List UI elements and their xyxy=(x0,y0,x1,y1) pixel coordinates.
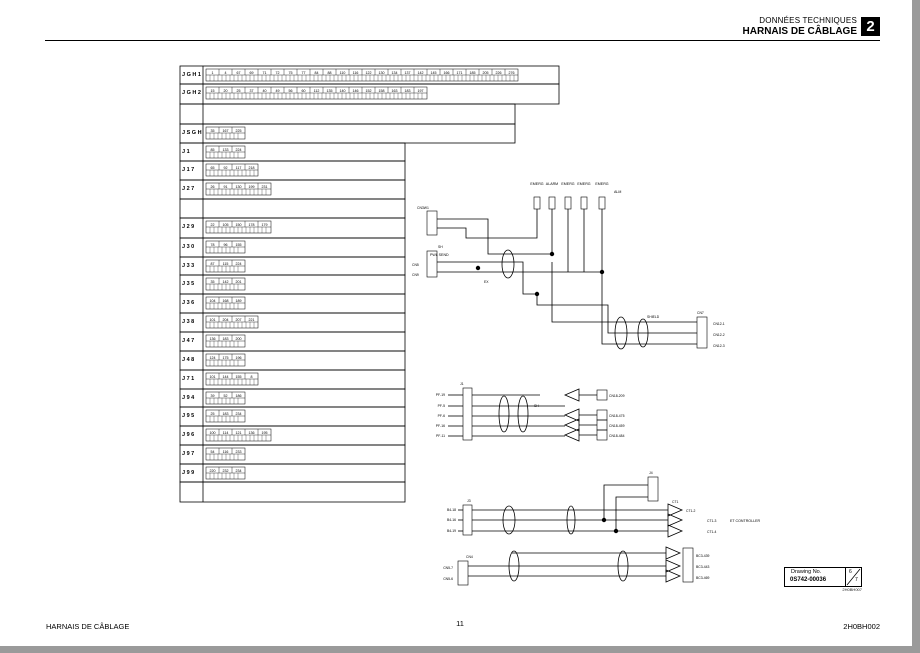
buffer-amplifier xyxy=(666,570,680,582)
pin-number: 167 xyxy=(222,129,229,133)
pin-number: 234 xyxy=(235,469,242,473)
table-row xyxy=(180,482,405,502)
wire xyxy=(552,262,697,322)
drawing-date: 2H0BH007 xyxy=(842,587,862,592)
pin-number: 101 xyxy=(209,375,216,379)
buffer-amplifier xyxy=(565,429,579,441)
connector-label: J 4 7 xyxy=(182,338,195,344)
pin-number: 100 xyxy=(209,431,216,435)
connector-label: CN3W1 xyxy=(417,206,429,210)
buffer-amplifier xyxy=(565,419,579,431)
drawing-number-block xyxy=(784,567,862,587)
pin-number: 122 xyxy=(365,71,372,75)
junction-dot xyxy=(550,252,554,256)
connector-label: J4 xyxy=(649,471,653,475)
pin-number: 22 xyxy=(210,223,215,227)
pin-number: 200 xyxy=(235,337,242,341)
input-signal-label: PF-5 xyxy=(437,404,445,408)
pin-number: 224 xyxy=(235,148,242,152)
signal-name: EMERG xyxy=(595,182,609,186)
pin-number: 178 xyxy=(248,223,255,227)
connector-label: J S G H xyxy=(182,130,202,136)
output-signal-label: BC3-443 xyxy=(696,565,710,569)
page-number: 11 xyxy=(456,619,464,628)
note: PWL SEND xyxy=(430,253,449,257)
output-signal-label: BC3-469 xyxy=(696,576,710,580)
note: SHIELD xyxy=(647,315,660,319)
connector-label: J G H 1 xyxy=(182,72,201,78)
signal-name: ALM xyxy=(614,190,622,194)
output-signal-label: CT1-2 xyxy=(686,509,696,513)
signal-name: EMERG xyxy=(561,182,575,186)
note: SH xyxy=(534,404,539,408)
pin-number: 276 xyxy=(508,71,515,75)
pin-number: 84 xyxy=(314,71,319,75)
pin-number: 67 xyxy=(236,71,241,75)
chapter-number-badge: 2 xyxy=(861,17,880,36)
pin-number: 8 xyxy=(250,375,253,379)
pin-number: 91 xyxy=(223,185,228,189)
pin-number: 52 xyxy=(223,394,228,398)
output-signal-label: CN18-209 xyxy=(609,394,625,398)
connector-label: CN12-3 xyxy=(713,344,725,348)
junction-dot xyxy=(600,270,604,274)
output-signal-label: CT1-3 xyxy=(707,519,717,523)
pin-number: 25 xyxy=(236,89,241,93)
connector-label: J 3 6 xyxy=(182,300,195,306)
buffer-amplifier xyxy=(666,547,680,559)
pin-number: 96 xyxy=(223,243,228,247)
pin-number: 72 xyxy=(275,71,280,75)
pin-number: 234 xyxy=(235,412,242,416)
connector-label: J1 xyxy=(460,382,464,386)
pin-number: 54 xyxy=(210,450,215,454)
terminal-box xyxy=(427,211,437,235)
pin-number: 130 xyxy=(235,185,242,189)
pin-number: 35 xyxy=(210,280,215,284)
connector-label: J 2 9 xyxy=(182,224,195,230)
wire xyxy=(437,209,537,238)
pin-number: 69 xyxy=(249,71,254,75)
junction-dot xyxy=(535,292,539,296)
pin-number: 15 xyxy=(210,89,215,93)
connector-label: J 3 0 xyxy=(182,244,195,250)
pin-number: 39 xyxy=(210,394,215,398)
pin-number: 114 xyxy=(222,431,229,435)
pin-number: 49 xyxy=(275,89,280,93)
pin-number: 231 xyxy=(261,185,268,189)
terminal-box xyxy=(565,197,571,209)
pin-number: 101 xyxy=(209,318,216,322)
input-signal-label: B4-16 xyxy=(446,518,456,522)
pin-number: 226 xyxy=(495,71,502,75)
pin-number: 88 xyxy=(327,71,332,75)
pin-number: 233 xyxy=(235,450,242,454)
pin-number: 166 xyxy=(443,71,450,75)
wire xyxy=(604,485,648,520)
pin-number: 197 xyxy=(417,89,424,93)
connector-label: J 4 8 xyxy=(182,357,195,363)
pin-number: 189 xyxy=(235,299,242,303)
note: ET CONTROLLER xyxy=(730,519,761,523)
pin-number: 163 xyxy=(391,89,398,93)
output-signal-label: CN18-475 xyxy=(609,414,625,418)
pin-number: 140 xyxy=(339,89,346,93)
terminal-box xyxy=(697,317,707,348)
page-title: HARNAIS DE CÂBLAGE xyxy=(742,26,857,37)
output-signal-label: CN18-459 xyxy=(609,424,625,428)
pin-number: 218 xyxy=(248,166,255,170)
pin-number: 130 xyxy=(378,71,385,75)
sheet-fraction xyxy=(846,568,861,586)
terminal-box xyxy=(549,197,555,209)
pin-number: 4 xyxy=(224,71,227,75)
output-signal-label: CN18-484 xyxy=(609,434,625,438)
buffer-amplifier xyxy=(668,525,682,537)
pin-number: 142 xyxy=(417,71,424,75)
sheet-total: 7 xyxy=(855,577,858,583)
shield-loop xyxy=(499,396,509,432)
junction-dot xyxy=(476,266,480,270)
pin-number: 152 xyxy=(365,89,372,93)
pin-number: 137 xyxy=(404,71,411,75)
signal-name: EMERG xyxy=(577,182,591,186)
pin-number: 220 xyxy=(209,469,216,473)
terminal-box xyxy=(597,430,607,440)
connector-label: J 3 3 xyxy=(182,263,195,269)
pin-number: 116 xyxy=(222,450,229,454)
output-signal-label: CT1-4 xyxy=(707,530,717,534)
drawing-number: 0S742-00036 xyxy=(790,577,827,583)
terminal-box xyxy=(597,410,607,420)
pin-number: 195 xyxy=(261,431,268,435)
terminal-box xyxy=(463,388,472,440)
pin-number: 35 xyxy=(210,129,215,133)
input-signal-label: CN5-6 xyxy=(443,577,453,581)
signal-name: EMERG xyxy=(530,182,544,186)
buffer-amplifier xyxy=(668,504,682,516)
pin-number: 179 xyxy=(261,223,268,227)
connector-label: J 9 5 xyxy=(182,413,195,419)
connector-label: J 3 8 xyxy=(182,319,195,325)
connector-label: J 9 6 xyxy=(182,432,195,438)
terminal-box xyxy=(648,477,658,501)
pin-number: 199 xyxy=(248,185,255,189)
pin-number: 75 xyxy=(288,71,293,75)
junction-dot xyxy=(602,518,606,522)
connector-label: J 9 9 xyxy=(182,470,195,476)
input-signal-label: B4-18 xyxy=(446,508,456,512)
connector-table xyxy=(180,66,559,502)
schematic xyxy=(412,182,760,585)
pin-number: 135 xyxy=(326,89,333,93)
terminal-box xyxy=(597,390,607,400)
connector-label: CN4 xyxy=(466,555,473,559)
pin-number: 124 xyxy=(209,356,216,360)
pin-number: 183 xyxy=(404,89,411,93)
connector-label: CN7 xyxy=(697,311,704,315)
terminal-box xyxy=(599,197,605,209)
pin-number: 225 xyxy=(235,129,242,133)
pin-number: 77 xyxy=(301,71,306,75)
note: SH xyxy=(438,245,443,249)
connector-label: J 2 7 xyxy=(182,186,195,192)
pin-number: 183 xyxy=(222,412,229,416)
terminal-box xyxy=(463,505,472,535)
note: EX xyxy=(484,280,489,284)
terminal-box xyxy=(581,197,587,209)
pin-number: 158 xyxy=(378,89,385,93)
pin-number: 134 xyxy=(391,71,398,75)
table-row xyxy=(180,199,405,218)
connector-label: J3 xyxy=(467,499,471,503)
pin-number: 121 xyxy=(235,431,242,435)
wire xyxy=(537,294,697,333)
pin-number: 224 xyxy=(235,262,242,266)
sheet-number: 6 xyxy=(849,569,852,575)
pin-number: 146 xyxy=(352,89,359,93)
pin-number: 92 xyxy=(223,166,228,170)
connector-label: J 9 7 xyxy=(182,451,195,457)
pin-number: 85 xyxy=(210,148,215,152)
buffer-amplifier xyxy=(565,389,579,401)
pin-number: 171 xyxy=(456,71,463,75)
wire xyxy=(437,262,537,294)
pin-number: 1 xyxy=(211,71,214,75)
pin-number: 117 xyxy=(235,166,242,170)
pin-number: 65 xyxy=(210,166,215,170)
terminal-box xyxy=(597,420,607,430)
connector-label: J 3 5 xyxy=(182,281,195,287)
shield-loop xyxy=(518,396,528,432)
wire xyxy=(437,209,552,254)
pin-number: 175 xyxy=(222,356,229,360)
pin-number: 144 xyxy=(222,375,229,379)
pin-number: 56 xyxy=(288,89,293,93)
connector-label: J 1 7 xyxy=(182,167,195,173)
pin-number: 136 xyxy=(248,431,255,435)
input-signal-label: PF-6 xyxy=(437,414,445,418)
terminal-box xyxy=(683,548,693,582)
pin-number: 71 xyxy=(262,71,267,75)
pin-number: 136 xyxy=(209,337,216,341)
pin-number: 196 xyxy=(235,356,242,360)
buffer-amplifier xyxy=(565,409,579,421)
drawing-number-label: Drawing No. xyxy=(791,569,822,575)
pin-number: 205 xyxy=(482,71,489,75)
table-row xyxy=(180,104,515,124)
buffer-amplifier xyxy=(666,560,680,572)
pin-number: 155 xyxy=(235,243,242,247)
pin-number: 183 xyxy=(222,337,229,341)
pin-number: 112 xyxy=(313,89,320,93)
buffer-amplifier xyxy=(668,514,682,526)
connector-label: J G H 2 xyxy=(182,90,201,96)
input-signal-label: PF-19 xyxy=(435,393,445,397)
pin-number: 185 xyxy=(469,71,476,75)
pin-number: 142 xyxy=(222,280,229,284)
connector-label: J 9 4 xyxy=(182,395,195,401)
pin-number: 115 xyxy=(222,262,229,266)
junction-dot xyxy=(614,529,618,533)
connector-label: J 7 1 xyxy=(182,376,195,382)
input-signal-label: PF-11 xyxy=(436,434,445,438)
pin-number: 104 xyxy=(209,299,216,303)
pin-number: 133 xyxy=(222,148,229,152)
connector-label: CN12-2 xyxy=(713,333,725,337)
pin-number: 145 xyxy=(430,71,437,75)
terminal-box xyxy=(534,197,540,209)
pin-number: 155 xyxy=(235,375,242,379)
pin-number: 232 xyxy=(222,469,229,473)
terminal-box xyxy=(458,561,468,585)
pin-number: 221 xyxy=(248,318,255,322)
pin-number: 25 xyxy=(210,412,215,416)
signal-name: ALARM xyxy=(545,182,559,186)
pin-number: 20 xyxy=(223,89,228,93)
pin-number: 168 xyxy=(222,299,229,303)
pin-number: 40 xyxy=(262,89,267,93)
pin-number: 78 xyxy=(210,243,215,247)
section-name: DONNÉES TECHNIQUES xyxy=(759,16,857,25)
connector-label: CT1 xyxy=(672,500,679,504)
pin-number: 204 xyxy=(222,318,229,322)
pin-number: 110 xyxy=(339,71,346,75)
input-signal-label: PF-16 xyxy=(435,424,445,428)
pin-number: 207 xyxy=(235,318,242,322)
output-signal-label: BC3-439 xyxy=(696,554,710,558)
connector-label: J 1 xyxy=(182,149,190,155)
input-signal-label: CN5-7 xyxy=(443,566,453,570)
pin-number: 37 xyxy=(249,89,254,93)
pin-number: 105 xyxy=(222,223,229,227)
pin-number: 87 xyxy=(210,262,215,266)
document-code: 2H0BH002 xyxy=(843,622,880,631)
footer-title: HARNAIS DE CÂBLAGE xyxy=(46,622,130,631)
connector-label: CN5 xyxy=(412,263,419,267)
pin-number: 26 xyxy=(210,185,215,189)
pin-number: 60 xyxy=(301,89,306,93)
wire xyxy=(437,209,602,272)
pin-number: 186 xyxy=(235,394,242,398)
input-signal-label: B4-19 xyxy=(446,529,456,533)
connector-label: CN9 xyxy=(412,273,419,277)
connector-label: CN12-1 xyxy=(713,322,725,326)
pin-number: 150 xyxy=(235,223,242,227)
pin-number: 201 xyxy=(235,280,242,284)
wire xyxy=(616,497,648,531)
pin-number: 116 xyxy=(352,71,359,75)
